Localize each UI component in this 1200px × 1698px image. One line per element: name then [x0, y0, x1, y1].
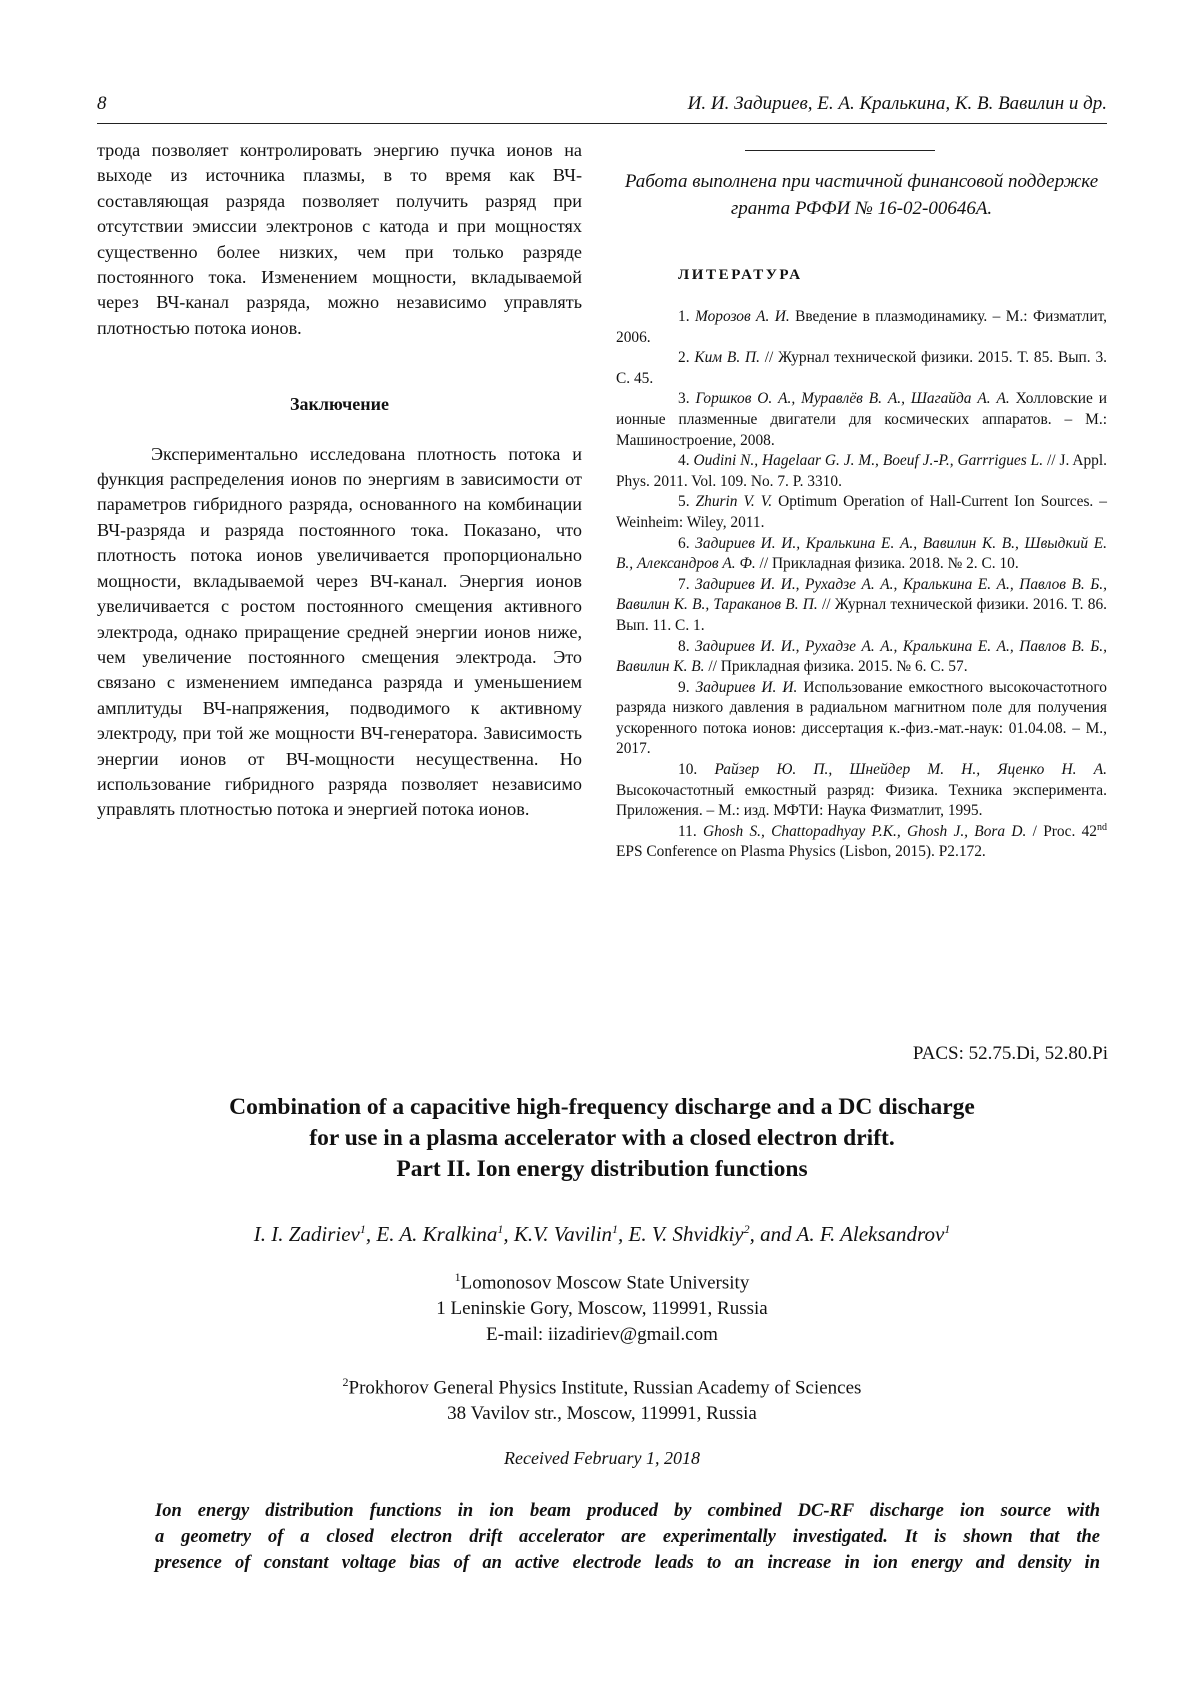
- received-date: Received February 1, 2018: [97, 1448, 1107, 1469]
- author-name: E. A. Kralkina: [376, 1222, 497, 1246]
- abstract: [155, 1498, 1100, 1576]
- references-heading: ЛИТЕРАТУРА: [678, 267, 1107, 284]
- contact-email: E-mail: iizadiriev@gmail.com: [97, 1322, 1107, 1348]
- funding-note: Работа выполнена при частичной финансовой поддержке гранта РФФИ № 16-02-00646А.: [616, 168, 1107, 222]
- running-header: [97, 93, 1107, 124]
- abstract-line: a geometry of a closed electron drift accelerator are experimentally investigated. It is shown that the: [155, 1524, 1100, 1550]
- reference-item: 8. Задириев И. И., Рухадзе А. А., Кралькина Е. А., Павлов В. Б., Вавилин К. В. // Прикладная физика. 2015. № 6. С. 57.: [616, 637, 1107, 678]
- affiliation-2: 2Prokhorov General Physics Institute, Russian Academy of Sciences 38 Vavilov str., Moscow, 119991, Russia: [97, 1369, 1107, 1427]
- reference-item: 4. Oudini N., Hagelaar G. J. M., Boeuf J.-P., Garrrigues L. // J. Appl. Phys. 2011. Vol. 109. No. 7. P. 3310.: [616, 451, 1107, 492]
- conclusion-heading: Заключение: [97, 392, 582, 417]
- affiliation-name: Prokhorov General Physics Institute, Russian Academy of Sciences: [349, 1377, 862, 1398]
- reference-item: 2. Ким В. П. // Журнал технической физики. 2015. Т. 85. Вып. 3. С. 45.: [616, 348, 1107, 389]
- conclusion-paragraph: Экспериментально исследована плотность потока и функция распределения ионов по энергиям в зависимости от параметров гибридного разряда, основанного на комбинации ВЧ-разряда и разряда постоянного тока. Показано, что плотность потока ионов увеличивается пропорционально мощности, вкладываемой через ВЧ-канал. Энергия ионов увеличивается с ростом постоянного смещения активного электрода, однако приращение средней энергии ионов ниже, чем увеличение постоянного смещения электрода. Это связано с изменением импеданса разряда и уменьшением амплитуды ВЧ-напряжения, подводимого к активному электроду, при той же мощности ВЧ-генератора. Зависимость энергии ионов от ВЧ-мощности несущественна. Но использование гибридного разряда позволяет независимо управлять плотностью потока и энергией потока ионов.: [97, 442, 582, 823]
- left-column: [97, 138, 582, 823]
- affiliation-address: 1 Leninskie Gory, Moscow, 119991, Russia: [97, 1296, 1107, 1322]
- title-line: for use in a plasma accelerator with a closed electron drift.: [97, 1123, 1107, 1154]
- reference-item: 9. Задириев И. И. Использование емкостного высокочастотного разряда низкого давления в радиальном магнитном поле для получения ускоренного потока ионов: диссертация к.-физ.-мат.-наук: 01.04.08. – М., 2017.: [616, 678, 1107, 760]
- author-name: I. I. Zadiriev: [254, 1222, 360, 1246]
- reference-item: 1. Морозов А. И. Введение в плазмодинамику. – М.: Физматлит, 2006.: [616, 307, 1107, 348]
- affiliation-address: 38 Vavilov str., Moscow, 119991, Russia: [97, 1401, 1107, 1427]
- affiliation-name: Lomonosov Moscow State University: [461, 1272, 750, 1293]
- page-number: 8: [97, 93, 107, 115]
- reference-item: 3. Горшков О. А., Муравлёв В. А., Шагайда А. А. Холловские и ионные плазменные двигатели для космических аппаратов. – М.: Машиностроение, 2008.: [616, 389, 1107, 451]
- author-name: K.V. Vavilin: [514, 1222, 612, 1246]
- pacs-codes: PACS: 52.75.Di, 52.80.Pi: [913, 1043, 1108, 1065]
- author-name: A. F. Aleksandrov: [797, 1222, 945, 1246]
- reference-item: 6. Задириев И. И., Кралькина Е. А., Вавилин К. В., Швыдкий Е. В., Александров А. Ф. // Прикладная физика. 2018. № 2. С. 10.: [616, 534, 1107, 575]
- running-header-authors: И. И. Задириев, Е. А. Кралькина, К. В. Вавилин и др.: [688, 93, 1107, 115]
- title-line: Combination of a capacitive high-frequency discharge and a DC discharge: [97, 1092, 1107, 1123]
- footnote-divider: [745, 150, 935, 151]
- title-line: Part II. Ion energy distribution functions: [97, 1154, 1107, 1185]
- reference-list: [616, 307, 1107, 863]
- affiliation-1: 1Lomonosov Moscow State University 1 Leninskie Gory, Moscow, 119991, Russia E-mail: iizadiriev@gmail.com: [97, 1264, 1107, 1348]
- reference-item: 5. Zhurin V. V. Optimum Operation of Hall-Current Ion Sources. – Weinheim: Wiley, 2011.: [616, 492, 1107, 533]
- reference-item: 10. Райзер Ю. П., Шнейдер М. Н., Яценко Н. А. Высокочастотный емкостный разряд: Физика. Техника эксперимента. Приложения. – М.: изд. МФТИ: Наука Физматлит, 1995.: [616, 760, 1107, 822]
- reference-item: 7. Задириев И. И., Рухадзе А. А., Кралькина Е. А., Павлов В. Б., Вавилин К. В., Тараканов В. П. // Журнал технической физики. 2016. Т. 86. Вып. 11. С. 1.: [616, 575, 1107, 637]
- abstract-line: presence of constant voltage bias of an active electrode leads to an increase in ion energy and density in: [155, 1550, 1100, 1576]
- body-paragraph: трода позволяет контролировать энергию пучка ионов на выходе из источника плазмы, в то время как ВЧ-составляющая разряда позволяет получить разряд при отсутствии эмиссии электронов с катода и при мощностях существенно более низких, чем при только разряде постоянного тока. Изменением мощности, вкладываемой через ВЧ-канал разряда, можно независимо управлять плотностью потока ионов.: [97, 138, 582, 341]
- author-list: I. I. Zadiriev1, E. A. Kralkina1, K.V. Vavilin1, E. V. Shvidkiy2, and A. F. Aleksandrov1: [97, 1222, 1107, 1247]
- author-name: E. V. Shvidkiy: [629, 1222, 744, 1246]
- article-title: [97, 1092, 1107, 1185]
- abstract-line: Ion energy distribution functions in ion beam produced by combined DC-RF discharge ion source with: [155, 1498, 1100, 1524]
- reference-item: 11. Ghosh S., Chattopadhyay P.K., Ghosh J., Bora D. / Proc. 42nd EPS Conference on Plasma Physics (Lisbon, 2015). P2.172.: [616, 822, 1107, 863]
- right-column: [616, 138, 1107, 863]
